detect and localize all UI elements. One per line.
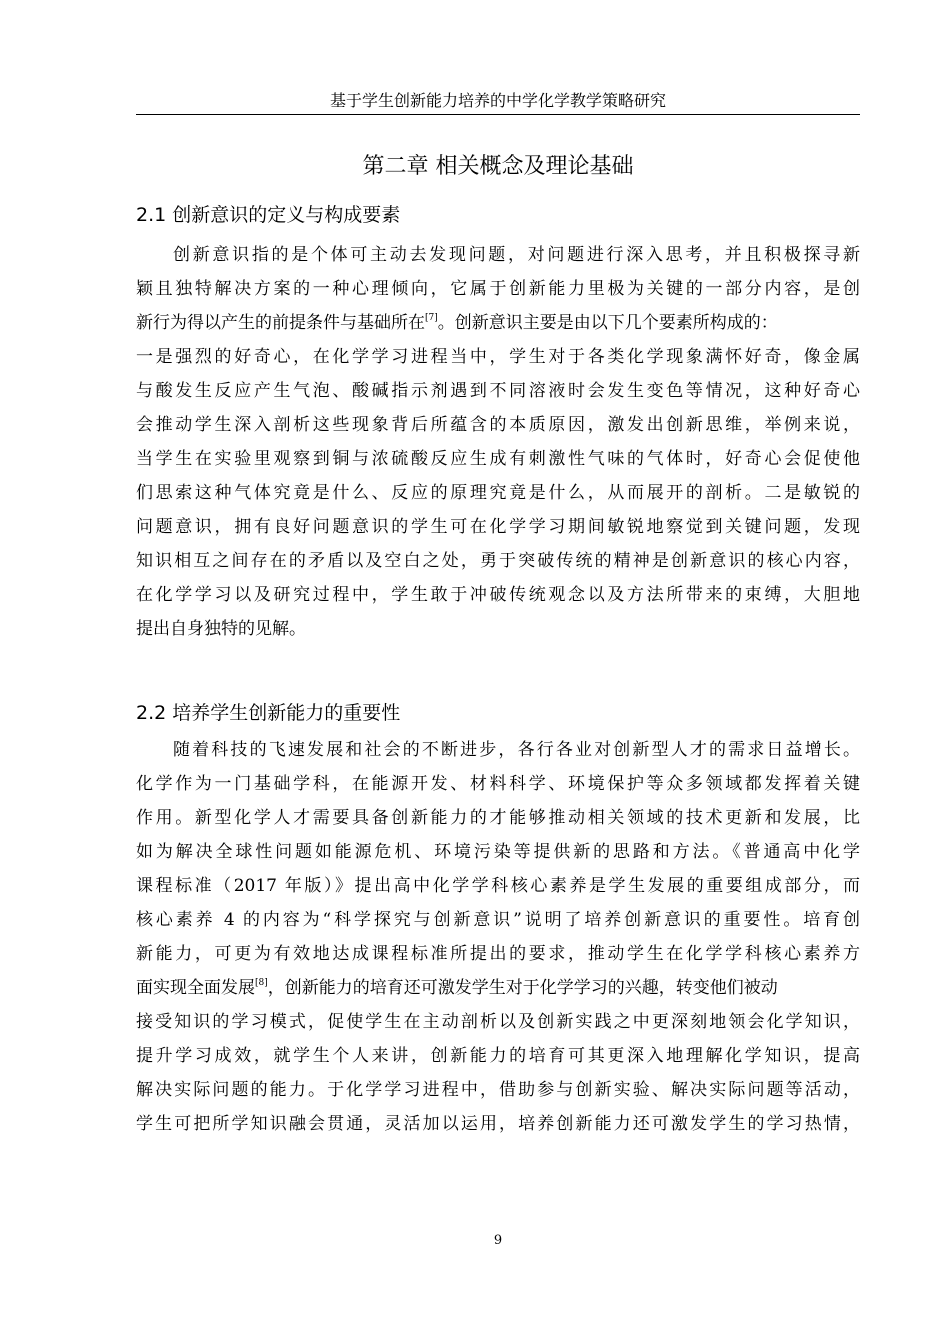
section-2-1-paragraph (136, 238, 860, 646)
paragraph-line: 课程标准（2017 年版）》提出高中化学学科核心素养是学生发展的重要组成部分，而 (136, 876, 860, 896)
running-header: 基于学生创新能力培养的中学化学教学策略研究 (329, 91, 666, 110)
paragraph-line: 随着科技的飞速发展和社会的不断进步，各行各业对创新型人才的需求日益增长。 (173, 740, 860, 760)
page-number: 9 (493, 1233, 503, 1248)
paragraph-line: 会推动学生深入剖析这些现象背后所蕴含的本质原因，激发出创新思维，举例来说， (136, 415, 860, 435)
paragraph-line: 颖且独特解决方案的一种心理倾向，它属于创新能力里极为关键的一部分内容，是创 (136, 279, 860, 299)
paragraph-line: 们思索这种气体究竟是什么、反应的原理究竟是什么，从而展开的剖析。二是敏锐的 (136, 483, 860, 503)
citation-ref: [7] (425, 313, 438, 323)
line-text: ，创新能力的培育还可激发学生对于化学学习的兴趣，转变他们被动 (267, 978, 778, 998)
paragraph-line: 提出自身独特的见解。 (136, 619, 306, 639)
citation-ref: [8] (255, 978, 268, 988)
paragraph-line: 一是强烈的好奇心，在化学学习进程当中，学生对于各类化学现象满怀好奇，像金属 (136, 347, 860, 367)
paragraph-line: 解决实际问题的能力。于化学学习进程中，借助参与创新实验、解决实际问题等活动， (136, 1080, 860, 1100)
paragraph-line (136, 971, 860, 1005)
header-rule (136, 114, 860, 115)
paragraph-line (136, 306, 860, 340)
chapter-title: 第二章 相关概念及理论基础 (362, 154, 634, 179)
section-heading-2-1: 2.1 创新意识的定义与构成要素 (136, 204, 401, 226)
line-text: 新行为得以产生的前提条件与基础所在 (136, 313, 425, 333)
paragraph-line: 创新意识指的是个体可主动去发现问题，对问题进行深入思考，并且积极探寻新 (173, 245, 860, 265)
line-text: 。创新意识主要是由以下几个要素所构成的： (437, 313, 778, 333)
paragraph-line: 问题意识，拥有良好问题意识的学生可在化学学习期间敏锐地察觉到关键问题，发现 (136, 517, 860, 537)
paragraph-line: 新能力，可更为有效地达成课程标准所提出的要求，推动学生在化学学科核心素养方 (136, 944, 860, 964)
paragraph-line: 学生可把所学知识融会贯通，灵活加以运用，培养创新能力还可激发学生的学习热情， (136, 1114, 860, 1134)
paragraph-line: 作用。新型化学人才需要具备创新能力的才能够推动相关领域的技术更新和发展，比 (136, 808, 860, 828)
paragraph-line: 如为解决全球性问题如能源危机、环境污染等提供新的思路和方法。《普通高中化学 (136, 842, 860, 862)
line-text: 面实现全面发展 (136, 978, 255, 998)
paragraph-line: 在化学学习以及研究过程中，学生敢于冲破传统观念以及方法所带来的束缚，大胆地 (136, 585, 860, 605)
paragraph-line: 提升学习成效，就学生个人来讲，创新能力的培育可其更深入地理解化学知识，提高 (136, 1046, 860, 1066)
paragraph-line: 知识相互之间存在的矛盾以及空白之处，勇于突破传统的精神是创新意识的核心内容， (136, 551, 860, 571)
paragraph-line: 接受知识的学习模式，促使学生在主动剖析以及创新实践之中更深刻地领会化学知识， (136, 1012, 860, 1032)
paragraph-line: 与酸发生反应产生气泡、酸碱指示剂遇到不同溶液时会发生变色等情况，这种好奇心 (136, 381, 860, 401)
section-heading-2-2: 2.2 培养学生创新能力的重要性 (136, 702, 401, 724)
paragraph-line: 化学作为一门基础学科，在能源开发、材料科学、环境保护等众多领域都发挥着关键 (136, 774, 860, 794)
section-2-2-paragraph (136, 733, 860, 1141)
paragraph-line: 当学生在实验里观察到铜与浓硫酸反应生成有刺激性气味的气体时，好奇心会促使他 (136, 449, 860, 469)
paragraph-line: 核心素养 4 的内容为“科学探究与创新意识”说明了培养创新意识的重要性。培育创 (136, 910, 860, 930)
